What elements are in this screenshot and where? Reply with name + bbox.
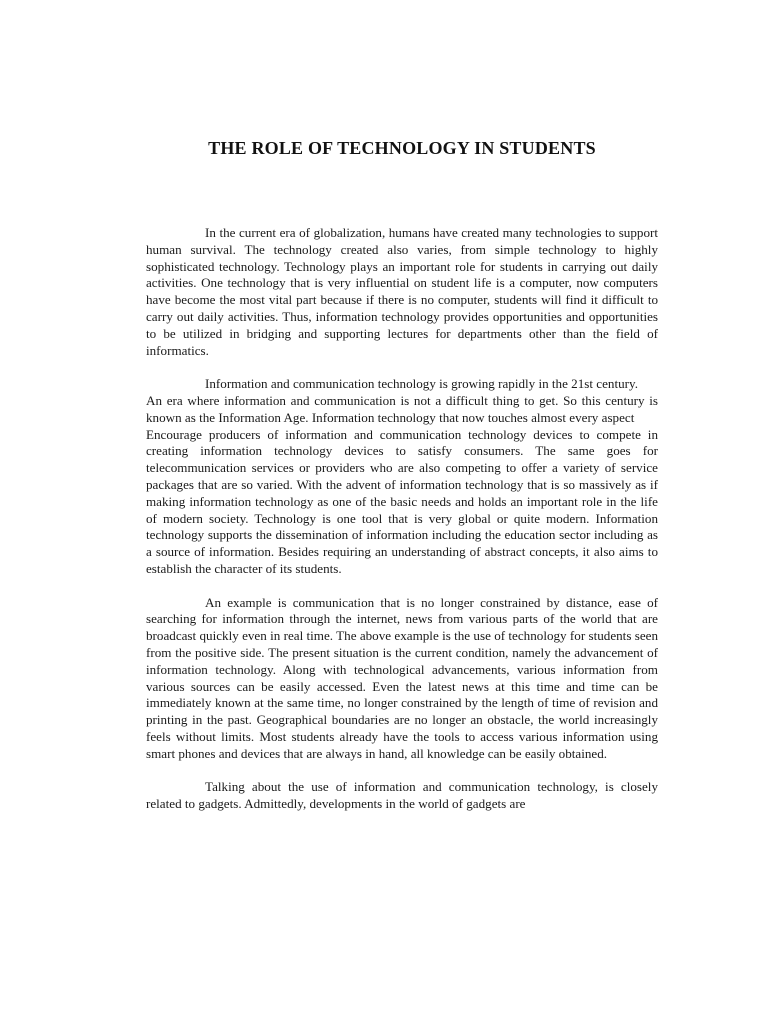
paragraph-5: An example is communication that is no longer constrained by distance, ease of searching for information through the internet, news from various parts of the world that are broadcast quickly even in real time. The above example is the use of technology for students seen from the positive side. The present situation is the current condition, namely the advancement of information technology. Along with technological advancements, various information from various sources can be easily accessed. Even the latest news at this time and time can be immediately known at the same time, no longer constrained by the length of time of revision and printing in the past. Geographical boundaries are no longer an obstacle, the world increasingly feels without limits. Most students already have the tools to access various information using smart phones and devices that are always in hand, all knowledge can be easily obtained. [146,594,658,761]
paragraph-2: Information and communication technology is growing rapidly in the 21st century. [205,376,638,392]
paragraph-4: Encourage producers of information and communication technology devices to compete in creating information technology devices to satisfy consumers. The same goes for telecommunication services or providers who are also competing to offer a variety of service packages that are so varied. With the advent of information technology that is so massively as if making information technology as one of the basic needs and holds an important role in the life of modern society. Technology is one tool that is very global or quite modern. Information technology supports the dissemination of information including the education sector including as a source of information. Besides requiring an understanding of abstract concepts, it also aims to establish the character of its students. [146,426,658,576]
paragraph-1: In the current era of globalization, humans have created many technologies to support human survival. The technology created also varies, from simple technology to highly sophisticated technology. Technology plays an important role for students in carrying out daily activities. One technology that is very influential on student life is a computer, now computers have become the most vital part because if there is no computer, students will find it difficult to carry out daily activities. Thus, information technology provides opportunities and opportunities to be utilized in bridging and supporting lectures for departments other than the field of informatics. [146,225,658,358]
document-title: THE ROLE OF TECHNOLOGY IN STUDENTS [208,138,596,158]
paragraph-3: An era where information and communication is not a difficult thing to get. So this century is known as the Information Age. Information technology that now touches almost every aspect [146,392,658,425]
document-body [146,225,658,813]
document-page [146,138,658,813]
paragraph-6: Talking about the use of information and communication technology, is closely related to gadgets. Admittedly, developments in the world of gadgets are [146,779,658,812]
